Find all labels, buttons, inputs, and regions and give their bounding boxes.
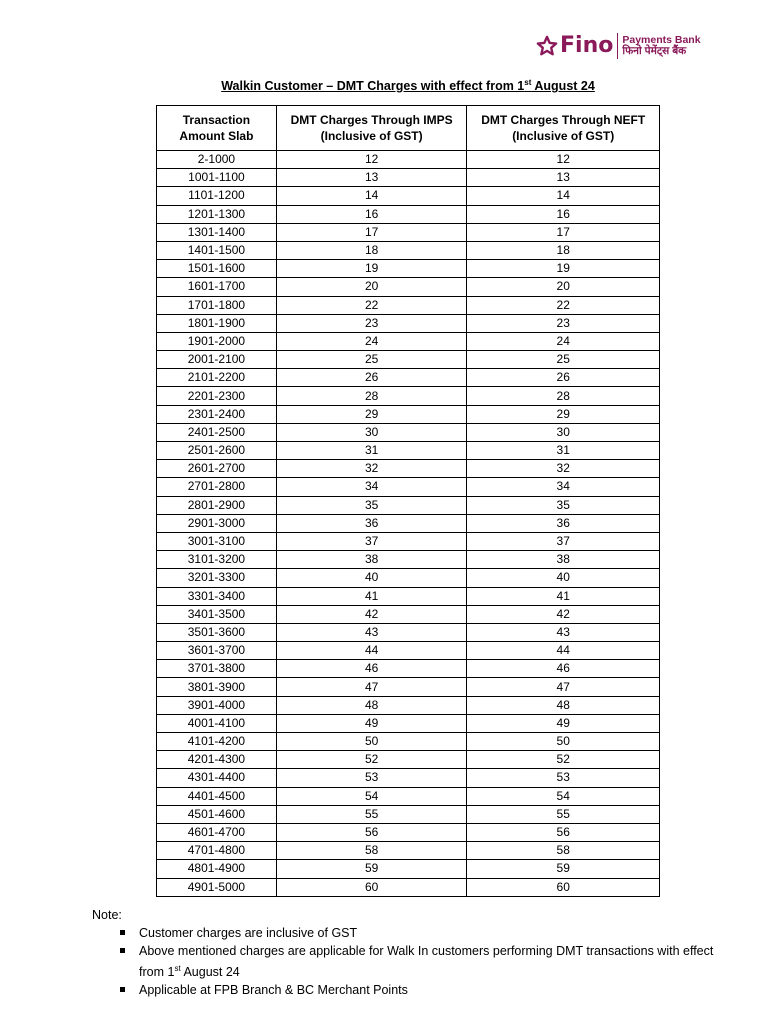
- table-row: [157, 714, 660, 732]
- table-row: [157, 423, 660, 441]
- table-row: [157, 823, 660, 841]
- cell-slab: 4401-4500: [157, 787, 277, 805]
- note-item: [120, 924, 732, 942]
- cell-imps: 42: [276, 605, 467, 623]
- cell-neft: 23: [467, 314, 660, 332]
- cell-slab: 2501-2600: [157, 442, 277, 460]
- cell-imps: 54: [276, 787, 467, 805]
- cell-slab: 3701-3800: [157, 660, 277, 678]
- table-row: [157, 496, 660, 514]
- cell-neft: 20: [467, 278, 660, 296]
- cell-neft: 60: [467, 878, 660, 896]
- cell-slab: 1701-1800: [157, 296, 277, 314]
- cell-neft: 29: [467, 405, 660, 423]
- cell-neft: 31: [467, 442, 660, 460]
- cell-imps: 22: [276, 296, 467, 314]
- table-row: [157, 551, 660, 569]
- cell-imps: 29: [276, 405, 467, 423]
- cell-imps: 37: [276, 532, 467, 550]
- table-row: [157, 769, 660, 787]
- cell-slab: 1401-1500: [157, 241, 277, 259]
- table-row: [157, 223, 660, 241]
- cell-neft: 48: [467, 696, 660, 714]
- cell-slab: 1601-1700: [157, 278, 277, 296]
- cell-imps: 20: [276, 278, 467, 296]
- cell-slab: 4201-4300: [157, 751, 277, 769]
- table-row: [157, 241, 660, 259]
- cell-imps: 25: [276, 351, 467, 369]
- cell-imps: 49: [276, 714, 467, 732]
- title-sup: st: [524, 78, 532, 87]
- cell-neft: 18: [467, 241, 660, 259]
- cell-slab: 1801-1900: [157, 314, 277, 332]
- cell-neft: 24: [467, 332, 660, 350]
- cell-slab: 1501-1600: [157, 260, 277, 278]
- cell-slab: 3801-3900: [157, 678, 277, 696]
- cell-slab: 4101-4200: [157, 733, 277, 751]
- cell-imps: 16: [276, 205, 467, 223]
- cell-imps: 26: [276, 369, 467, 387]
- cell-neft: 37: [467, 532, 660, 550]
- cell-slab: 2001-2100: [157, 351, 277, 369]
- table-row: [157, 805, 660, 823]
- notes-section: [92, 908, 732, 999]
- cell-imps: 40: [276, 569, 467, 587]
- cell-neft: 42: [467, 605, 660, 623]
- table-row: [157, 751, 660, 769]
- cell-imps: 28: [276, 387, 467, 405]
- table-row: [157, 478, 660, 496]
- note-item: [120, 942, 732, 981]
- cell-imps: 23: [276, 314, 467, 332]
- table-row: [157, 532, 660, 550]
- cell-slab: 3001-3100: [157, 532, 277, 550]
- cell-neft: 43: [467, 623, 660, 641]
- table-row: [157, 696, 660, 714]
- note-sup: st: [174, 964, 181, 973]
- cell-slab: 4501-4600: [157, 805, 277, 823]
- table-row: [157, 678, 660, 696]
- table-row: [157, 569, 660, 587]
- table-row: [157, 587, 660, 605]
- header-imps: DMT Charges Through IMPS (Inclusive of GST): [276, 106, 467, 151]
- cell-slab: 3101-3200: [157, 551, 277, 569]
- table-row: [157, 387, 660, 405]
- cell-neft: 55: [467, 805, 660, 823]
- cell-imps: 50: [276, 733, 467, 751]
- table-row: [157, 460, 660, 478]
- cell-slab: 2-1000: [157, 151, 277, 169]
- cell-neft: 14: [467, 187, 660, 205]
- table-row: [157, 151, 660, 169]
- cell-neft: 46: [467, 660, 660, 678]
- cell-imps: 34: [276, 478, 467, 496]
- cell-neft: 38: [467, 551, 660, 569]
- cell-imps: 59: [276, 860, 467, 878]
- cell-imps: 44: [276, 642, 467, 660]
- title-prefix: Walkin Customer – DMT Charges with effect from 1: [221, 79, 525, 94]
- cell-neft: 13: [467, 169, 660, 187]
- table-row: [157, 878, 660, 896]
- table-row: [157, 351, 660, 369]
- table-row: [157, 296, 660, 314]
- cell-imps: 43: [276, 623, 467, 641]
- cell-slab: 1001-1100: [157, 169, 277, 187]
- cell-slab: 2301-2400: [157, 405, 277, 423]
- cell-slab: 4901-5000: [157, 878, 277, 896]
- cell-slab: 4801-4900: [157, 860, 277, 878]
- title-suffix: August 24: [531, 79, 595, 94]
- cell-neft: 44: [467, 642, 660, 660]
- cell-imps: 24: [276, 332, 467, 350]
- note-tail: August 24: [180, 965, 240, 980]
- brand-tagline-en: Payments Bank: [622, 33, 701, 46]
- cell-imps: 36: [276, 514, 467, 532]
- cell-imps: 47: [276, 678, 467, 696]
- table-row: [157, 278, 660, 296]
- cell-neft: 59: [467, 860, 660, 878]
- note-text: Above mentioned charges are applicable for Walk In customers performing DMT transactions with effect from 1: [139, 944, 714, 980]
- brand-name: Fino: [560, 33, 614, 58]
- charges-table: [156, 105, 660, 897]
- cell-neft: 52: [467, 751, 660, 769]
- cell-imps: 35: [276, 496, 467, 514]
- cell-imps: 55: [276, 805, 467, 823]
- table-row: [157, 842, 660, 860]
- cell-imps: 31: [276, 442, 467, 460]
- cell-slab: 3301-3400: [157, 587, 277, 605]
- cell-slab: 1301-1400: [157, 223, 277, 241]
- table-row: [157, 733, 660, 751]
- cell-neft: 32: [467, 460, 660, 478]
- cell-neft: 12: [467, 151, 660, 169]
- cell-imps: 56: [276, 823, 467, 841]
- cell-imps: 53: [276, 769, 467, 787]
- table-header-row: [157, 106, 660, 151]
- cell-slab: 1901-2000: [157, 332, 277, 350]
- cell-slab: 2701-2800: [157, 478, 277, 496]
- cell-slab: 2801-2900: [157, 496, 277, 514]
- cell-slab: 2201-2300: [157, 387, 277, 405]
- cell-neft: 58: [467, 842, 660, 860]
- cell-neft: 26: [467, 369, 660, 387]
- note-text: Applicable at FPB Branch & BC Merchant Points: [139, 983, 408, 998]
- cell-imps: 38: [276, 551, 467, 569]
- cell-imps: 32: [276, 460, 467, 478]
- table-row: [157, 514, 660, 532]
- cell-imps: 41: [276, 587, 467, 605]
- table-row: [157, 169, 660, 187]
- cell-imps: 19: [276, 260, 467, 278]
- cell-neft: 17: [467, 223, 660, 241]
- table-row: [157, 787, 660, 805]
- notes-list: [92, 924, 732, 999]
- cell-imps: 18: [276, 241, 467, 259]
- table-row: [157, 623, 660, 641]
- cell-slab: 3901-4000: [157, 696, 277, 714]
- cell-slab: 1101-1200: [157, 187, 277, 205]
- table-row: [157, 205, 660, 223]
- table-row: [157, 860, 660, 878]
- header-slab: Transaction Amount Slab: [157, 106, 277, 151]
- cell-neft: 30: [467, 423, 660, 441]
- cell-slab: 1201-1300: [157, 205, 277, 223]
- table-row: [157, 369, 660, 387]
- cell-imps: 17: [276, 223, 467, 241]
- table-row: [157, 642, 660, 660]
- cell-neft: 36: [467, 514, 660, 532]
- cell-neft: 49: [467, 714, 660, 732]
- cell-imps: 58: [276, 842, 467, 860]
- cell-neft: 53: [467, 769, 660, 787]
- note-text: Customer charges are inclusive of GST: [139, 926, 358, 940]
- cell-neft: 47: [467, 678, 660, 696]
- cell-neft: 34: [467, 478, 660, 496]
- brand-divider: [617, 33, 618, 59]
- cell-imps: 30: [276, 423, 467, 441]
- brand-tagline-hi: फिनो पेमेंट्स बैंक: [622, 45, 687, 57]
- cell-neft: 56: [467, 823, 660, 841]
- cell-slab: 4601-4700: [157, 823, 277, 841]
- cell-slab: 4701-4800: [157, 842, 277, 860]
- cell-neft: 25: [467, 351, 660, 369]
- table-row: [157, 187, 660, 205]
- table-row: [157, 660, 660, 678]
- cell-slab: 3201-3300: [157, 569, 277, 587]
- cell-slab: 2401-2500: [157, 423, 277, 441]
- notes-heading: Note:: [92, 908, 122, 922]
- note-item: [120, 981, 732, 999]
- cell-slab: 2601-2700: [157, 460, 277, 478]
- cell-neft: 22: [467, 296, 660, 314]
- cell-imps: 12: [276, 151, 467, 169]
- brand-tagline: [622, 35, 700, 57]
- cell-neft: 54: [467, 787, 660, 805]
- cell-slab: 3401-3500: [157, 605, 277, 623]
- cell-slab: 4301-4400: [157, 769, 277, 787]
- cell-slab: 3501-3600: [157, 623, 277, 641]
- cell-imps: 48: [276, 696, 467, 714]
- cell-slab: 3601-3700: [157, 642, 277, 660]
- cell-slab: 2101-2200: [157, 369, 277, 387]
- cell-neft: 50: [467, 733, 660, 751]
- table-row: [157, 605, 660, 623]
- cell-neft: 28: [467, 387, 660, 405]
- cell-neft: 40: [467, 569, 660, 587]
- cell-imps: 46: [276, 660, 467, 678]
- page-title: [0, 78, 768, 93]
- table-row: [157, 332, 660, 350]
- table-row: [157, 314, 660, 332]
- star-icon: [536, 35, 558, 57]
- header-neft: DMT Charges Through NEFT (Inclusive of GST): [467, 106, 660, 151]
- cell-slab: 4001-4100: [157, 714, 277, 732]
- table-row: [157, 405, 660, 423]
- brand-logo: [536, 30, 716, 62]
- cell-neft: 41: [467, 587, 660, 605]
- cell-imps: 13: [276, 169, 467, 187]
- cell-imps: 52: [276, 751, 467, 769]
- cell-imps: 14: [276, 187, 467, 205]
- cell-neft: 16: [467, 205, 660, 223]
- table-row: [157, 260, 660, 278]
- cell-neft: 19: [467, 260, 660, 278]
- cell-slab: 2901-3000: [157, 514, 277, 532]
- cell-neft: 35: [467, 496, 660, 514]
- cell-imps: 60: [276, 878, 467, 896]
- table-row: [157, 442, 660, 460]
